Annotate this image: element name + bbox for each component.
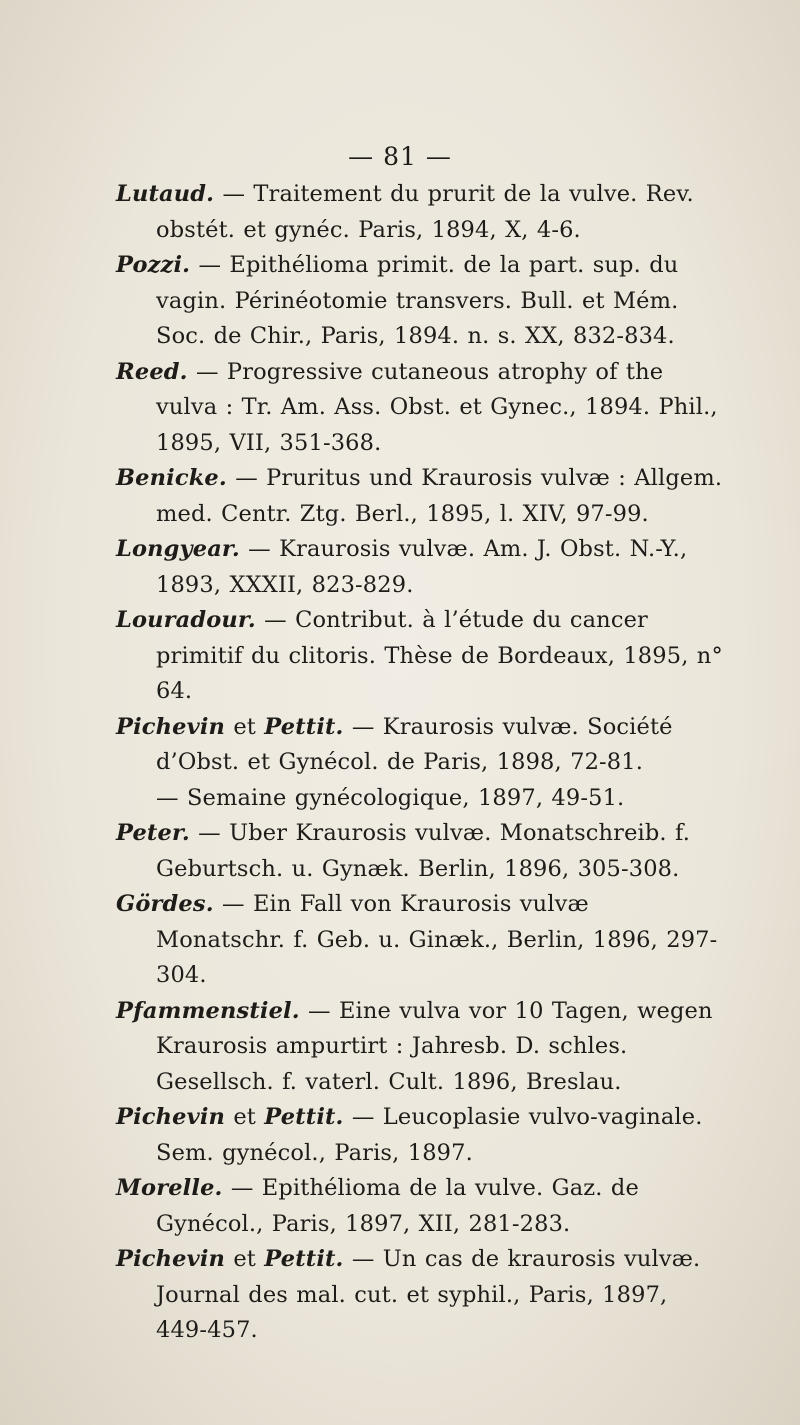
- entry-author: Pichevin: [116, 1246, 226, 1272]
- bibliography-list: [116, 177, 726, 1349]
- bibliography-entry: [116, 461, 726, 532]
- entry-author-2: Pettit.: [264, 1104, 344, 1130]
- entry-author: Benicke.: [116, 465, 227, 491]
- entry-author: Pozzi.: [116, 252, 191, 278]
- entry-text: — Un cas de kraurosis vulvæ. Journal des mal. cut. et syphil., Paris, 1897, 449-457.: [156, 1246, 701, 1343]
- entry-text: — Uber Kraurosis vulvæ. Monatschreib. f. Geburtsch. u. Gynæk. Berlin, 1896, 305-308.: [156, 820, 691, 882]
- bibliography-entry: [116, 887, 726, 994]
- bibliography-entry: [116, 177, 726, 248]
- bibliography-entry: [116, 816, 726, 887]
- bibliography-entry: [116, 710, 726, 781]
- entry-author: Pichevin: [116, 713, 226, 740]
- entry-author: Reed.: [116, 358, 188, 385]
- entry-text: — Kraurosis vulvæ. Société d’Obst. et Gynécol. de Paris, 1898, 72-81.: [156, 713, 673, 775]
- entry-text: — Epithélioma de la vulve. Gaz. de Gynécol., Paris, 1897, XII, 281-283.: [156, 1175, 639, 1237]
- entry-text: — Eine vulva vor 10 Tagen, wegen Kraurosis ampurtirt : Jahresb. D. schles. Gesellsch. f. vaterl. Cult. 1896, Breslau.: [156, 997, 713, 1095]
- bibliography-entry: [116, 994, 726, 1101]
- entry-author: Gördes.: [116, 891, 214, 917]
- bibliography-entry: [116, 355, 726, 462]
- entry-author-2: Pettit.: [264, 713, 344, 740]
- entry-text: — Leucoplasie vulvo-vaginale. Sem. gynécol., Paris, 1897.: [156, 1104, 703, 1166]
- bibliography-entry: [116, 532, 726, 603]
- entry-text: — Contribut. à l’étude du cancer primitif du clitoris. Thèse de Bordeaux, 1895, n° 64.: [156, 607, 723, 704]
- entry-author: Lutaud.: [116, 181, 215, 207]
- bibliography-entry: [116, 1100, 726, 1171]
- entry-author: Morelle.: [116, 1175, 223, 1201]
- entry-author-2: Pettit.: [264, 1246, 344, 1272]
- bibliography-entry: [116, 603, 726, 710]
- entry-conjunction: et: [225, 713, 265, 740]
- entry-text: — Ein Fall von Kraurosis vulvæ Monatschr. f. Geb. u. Ginæk., Berlin, 1896, 297-304.: [156, 891, 718, 988]
- bibliography-entry-continuation: [116, 781, 726, 817]
- entry-text: — Traitement du prurit de la vulve. Rev. obstét. et gynéc. Paris, 1894, X, 4-6.: [156, 181, 694, 243]
- bibliography-entry: [116, 248, 726, 355]
- entry-text: — Kraurosis vulvæ. Am. J. Obst. N.-Y., 1893, XXXII, 823-829.: [156, 536, 688, 598]
- entry-text: — Pruritus und Kraurosis vulvæ : Allgem. med. Centr. Ztg. Berl., 1895, l. XIV, 97-99.: [156, 465, 723, 527]
- bibliography-entry: [116, 1171, 726, 1242]
- entry-author: Peter.: [116, 820, 190, 846]
- entry-author: Pfammenstiel.: [116, 997, 300, 1024]
- entry-author: Longyear.: [116, 536, 240, 562]
- entry-author: Louradour.: [116, 607, 256, 633]
- entry-author: Pichevin: [116, 1104, 226, 1130]
- entry-conjunction: et: [225, 1104, 265, 1130]
- entry-text: — Progressive cutaneous atrophy of the vulva : Tr. Am. Ass. Obst. et Gynec., 1894. Phil., 1895, VII, 351-368.: [156, 358, 718, 456]
- entry-conjunction: et: [225, 1246, 265, 1272]
- bibliography-entry: [116, 1242, 726, 1349]
- entry-text: — Semaine gynécologique, 1897, 49-51.: [156, 784, 625, 811]
- entry-text: — Epithélioma primit. de la part. sup. du vagin. Périnéotomie transvers. Bull. et Mém. Soc. de Chir., Paris, 1894. n. s. XX, 832-834.: [156, 252, 679, 349]
- page-number: — 81 —: [348, 142, 452, 171]
